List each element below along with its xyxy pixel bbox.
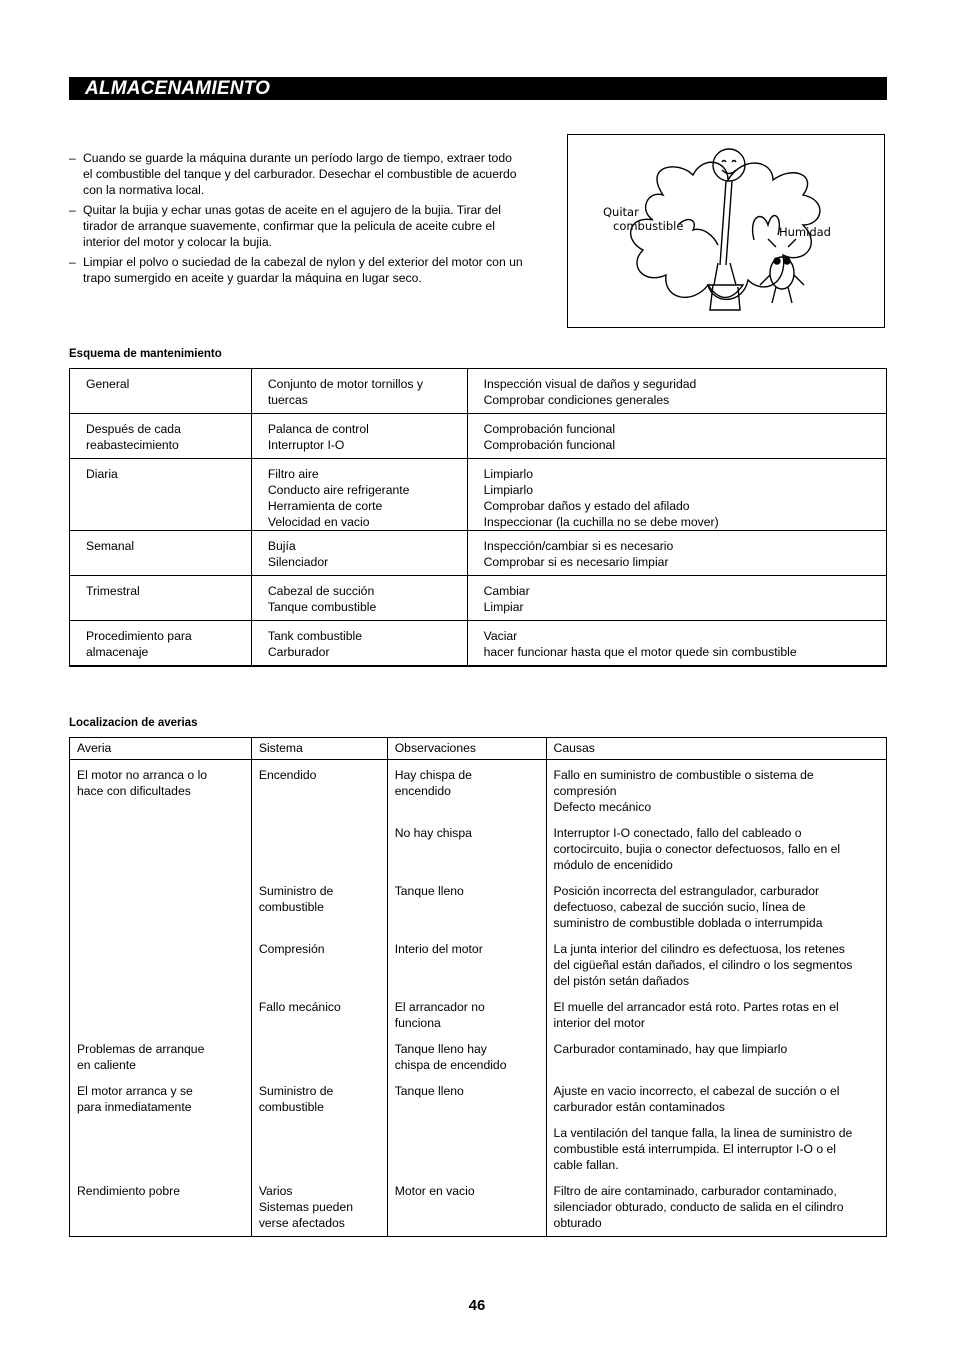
maintenance-interval [70, 414, 252, 459]
maintenance-interval [70, 576, 252, 621]
maintenance-action-line: Vaciar [483, 629, 518, 643]
fault-row [70, 878, 887, 936]
fault-cause-line: Defecto mecánico [553, 800, 652, 814]
maintenance-component-line: Tanque combustible [267, 600, 377, 614]
maintenance-component-line: Herramienta de corte [267, 499, 383, 513]
fault-symptom-line: Rendimiento pobre [77, 1184, 180, 1198]
fault-cause-line: silenciador obturado, conducto de salida en el cilindro [553, 1200, 844, 1214]
fault-symptom [70, 760, 252, 821]
fault-observation-line: No hay chispa [394, 826, 472, 840]
fault-system-line: Compresión [258, 942, 325, 956]
maintenance-component-line: Conducto aire refrigerante [267, 483, 410, 497]
fault-cause-line: Fallo en suministro de combustible o sistema de [553, 768, 814, 782]
fault-table-header-row [70, 738, 887, 760]
fault-observation-line: Motor en vacio [394, 1184, 475, 1198]
fault-cause-line: Carburador contaminado, hay que limpiarlo [553, 1042, 788, 1056]
fault-cause-line: La junta interior del cilindro es defectuosa, los retenes [553, 942, 845, 956]
fault-row [70, 1178, 887, 1237]
fault-symptom [70, 1078, 252, 1120]
fault-observation [387, 994, 546, 1036]
maintenance-action-line: Limpiarlo [483, 467, 534, 481]
maintenance-action [467, 576, 886, 621]
fault-system [251, 994, 387, 1036]
instruction-item: – Limpiar el polvo o suciedad de la cabezal de nylon y del exterior del motor con un trapo sumergido en aceite y guardar la máquina en lugar seco. [69, 255, 523, 285]
fault-system [251, 820, 387, 878]
fault-cause-line: Interruptor I-O conectado, fallo del cableado o [553, 826, 802, 840]
fault-cause-line: del cigüeñal están dañados, el cilindro o los segmentos [553, 958, 853, 972]
maintenance-component [251, 459, 467, 531]
fault-observation-line: encendido [394, 784, 451, 798]
fault-cause-line: La ventilación del tanque falla, la linea de suministro de [553, 1126, 853, 1140]
fault-row [70, 994, 887, 1036]
fault-observation [387, 878, 546, 936]
fault-cause [546, 820, 886, 878]
instruction-item: – Quitar la bujia y echar unas gotas de aceite en el agujero de la bujia. Tirar del tirador de arranque suavemente, confirmar que la pelicula de aceite cubre el interior del motor y colocar la bujia. [69, 203, 502, 249]
maintenance-component-line: Silenciador [267, 555, 329, 569]
fault-symptom-line: hace con dificultades [77, 784, 191, 798]
instruction-text: Cuando se guarde la máquina durante un período largo de tiempo, extraer todo el combustible del tanque y del carburador. Desechar el combustible de acuerdo con la normativa local. [83, 151, 517, 197]
maintenance-action-line: Comprobar si es necesario limpiar [483, 555, 669, 569]
maintenance-action [467, 369, 886, 414]
maintenance-interval [70, 621, 252, 666]
fault-system-line: Fallo mecánico [258, 1000, 341, 1014]
fault-cause [546, 760, 886, 821]
fault-system-line: combustible [258, 900, 324, 914]
maintenance-table-body [70, 369, 887, 666]
instruction-item: – Cuando se guarde la máquina durante un período largo de tiempo, extraer todo el combustible del tanque y del carburador. Desechar el combustible de acuerdo con la normativa local. [69, 151, 517, 197]
fault-symptom [70, 878, 252, 936]
fault-observation-line: Tanque lleno hay [394, 1042, 487, 1056]
fault-observation-line: Tanque lleno [394, 1084, 464, 1098]
storage-instructions [69, 150, 524, 290]
fault-cause [546, 878, 886, 936]
maintenance-component [251, 531, 467, 576]
fault-cause-line: compresión [553, 784, 617, 798]
fault-symptom [70, 1120, 252, 1178]
fault-cause-line: módulo de encenidido [553, 858, 673, 872]
maintenance-interval-line: almacenaje [86, 645, 149, 659]
fault-cause [546, 1036, 886, 1078]
page-number: 46 [468, 1297, 486, 1314]
fault-observation [387, 820, 546, 878]
fault-cause [546, 994, 886, 1036]
maintenance-action-line: hacer funcionar hasta que el motor quede sin combustible [483, 645, 797, 659]
header-causas: Causas [546, 738, 886, 760]
fault-symptom [70, 820, 252, 878]
header-averia: Averia [70, 738, 252, 760]
fault-system [251, 936, 387, 994]
fault-row [70, 936, 887, 994]
maintenance-interval-line: Procedimiento para [86, 629, 192, 643]
maintenance-action-line: Limpiarlo [483, 483, 534, 497]
fault-cause-line: cable fallan. [553, 1158, 619, 1172]
maintenance-component-line: Cabezal de succión [267, 584, 375, 598]
fault-system [251, 1178, 387, 1237]
maintenance-action-line: Inspección/cambiar si es necesario [483, 539, 674, 553]
maintenance-interval-line: Semanal [86, 539, 135, 553]
fault-symptom-line: para inmediatamente [77, 1100, 192, 1114]
section-title-bar [69, 77, 887, 100]
maintenance-component [251, 369, 467, 414]
maintenance-action [467, 459, 886, 531]
maintenance-table [69, 368, 887, 667]
maintenance-action-line: Limpiar [483, 600, 524, 614]
maintenance-interval-line: Después de cada [86, 422, 181, 436]
fault-cause-line: El muelle del arrancador está roto. Partes rotas en el [553, 1000, 839, 1014]
fault-cause-line: carburador están contaminados [553, 1100, 725, 1114]
maintenance-component-line: Palanca de control [267, 422, 369, 436]
maintenance-row [70, 369, 887, 414]
fault-system [251, 878, 387, 936]
humidity-label: Humidad [779, 225, 831, 239]
fault-cause-line: cortocircuito, bujia o conector defectuosos, fallo en el [553, 842, 841, 856]
fault-observation [387, 1120, 546, 1178]
fault-cause-line: del pistón setán dañados [553, 974, 690, 988]
maintenance-action-line: Comprobar condiciones generales [483, 393, 670, 407]
fault-cause-line: interior del motor [553, 1016, 645, 1030]
fault-finding-table [69, 737, 887, 1237]
fault-symptom [70, 994, 252, 1036]
fault-symptom [70, 936, 252, 994]
fault-observation-line: Tanque lleno [394, 884, 464, 898]
maintenance-row [70, 576, 887, 621]
remove-fuel-label-line1: Quitar [603, 205, 639, 219]
instruction-text: Quitar la bujia y echar unas gotas de aceite en el agujero de la bujia. Tirar del tirador de arranque suavemente, confirmar que la pelicula de aceite cubre el interior del motor y colocar la bujia. [83, 203, 502, 249]
fault-symptom-line: Problemas de arranque [77, 1042, 205, 1056]
maintenance-interval-line: General [86, 377, 130, 391]
fault-cause [546, 1120, 886, 1178]
maintenance-component [251, 621, 467, 666]
maintenance-component-line: Velocidad en vacio [267, 515, 370, 529]
fault-observation [387, 1036, 546, 1078]
maintenance-title: Esquema de mantenimiento [69, 348, 222, 360]
maintenance-row [70, 414, 887, 459]
fault-system-line: Encendido [258, 768, 317, 782]
fault-cause-line: Ajuste en vacio incorrecto, el cabezal de succión o el [553, 1084, 840, 1098]
fault-system [251, 1078, 387, 1120]
maintenance-component [251, 414, 467, 459]
fault-cause [546, 936, 886, 994]
fault-symptom [70, 1178, 252, 1237]
fault-row [70, 1078, 887, 1120]
maintenance-action-line: Comprobación funcional [483, 438, 616, 452]
fault-symptom-line: El motor no arranca o lo [77, 768, 208, 782]
fault-system-line: Varios [258, 1184, 293, 1198]
maintenance-component-line: tuercas [267, 393, 308, 407]
fault-system-line: combustible [258, 1100, 324, 1114]
maintenance-action [467, 531, 886, 576]
fault-row [70, 1120, 887, 1178]
maintenance-component [251, 576, 467, 621]
fault-system-line: Suministro de [258, 1084, 334, 1098]
fault-system [251, 1120, 387, 1178]
maintenance-component-line: Carburador [267, 645, 330, 659]
fault-row [70, 820, 887, 878]
maintenance-interval [70, 369, 252, 414]
fault-observation [387, 1078, 546, 1120]
instruction-text: Limpiar el polvo o suciedad de la cabezal de nylon y del exterior del motor con un trapo sumergido en aceite y guardar la máquina en lugar seco. [83, 255, 523, 285]
fault-system-line: Sistemas pueden [258, 1200, 353, 1214]
fault-cause-line: obturado [553, 1216, 602, 1230]
fault-cause [546, 1078, 886, 1120]
fault-observation [387, 760, 546, 821]
fault-system [251, 1036, 387, 1078]
fault-symptom [70, 1036, 252, 1078]
fault-symptom-line: en caliente [77, 1058, 136, 1072]
fault-cause-line: Posición incorrecta del estrangulador, carburador [553, 884, 820, 898]
fault-cause [546, 1178, 886, 1237]
storage-illustration [567, 134, 885, 328]
fault-symptom-line: El motor arranca y se [77, 1084, 193, 1098]
remove-fuel-label-line2: combustible [613, 219, 684, 233]
maintenance-interval [70, 459, 252, 531]
maintenance-interval-line: Trimestral [86, 584, 140, 598]
maintenance-action [467, 414, 886, 459]
fault-observation-line: chispa de encendido [394, 1058, 507, 1072]
fault-cause-line: defectuoso, cabezal de succión sucio, línea de [553, 900, 806, 914]
maintenance-action-line: Comprobación funcional [483, 422, 616, 436]
maintenance-action-line: Cambiar [483, 584, 530, 598]
maintenance-row [70, 531, 887, 576]
fault-table-body [70, 760, 887, 1237]
maintenance-action-line: Inspección visual de daños y seguridad [483, 377, 697, 391]
fault-system-line: Suministro de [258, 884, 334, 898]
fault-system [251, 760, 387, 821]
fault-observation-line: Hay chispa de [394, 768, 472, 782]
fault-cause-line: combustible está interrumpida. El interruptor I-O o el [553, 1142, 837, 1156]
maintenance-row [70, 621, 887, 666]
maintenance-action-line: Inspeccionar (la cuchilla no se debe mover) [483, 515, 719, 529]
maintenance-action-line: Comprobar daños y estado del afilado [483, 499, 690, 513]
fault-observation-line: Interio del motor [394, 942, 483, 956]
fault-observation [387, 1178, 546, 1237]
section-title: ALMACENAMIENTO [85, 78, 271, 99]
maintenance-component-line: Conjunto de motor tornillos y [267, 377, 423, 391]
fault-cause-line: Filtro de aire contaminado, carburador contaminado, [553, 1184, 837, 1198]
fault-observation [387, 936, 546, 994]
header-observaciones: Observaciones [387, 738, 546, 760]
fault-finding-title: Localizacion de averias [69, 717, 198, 729]
fault-row [70, 760, 887, 821]
maintenance-component-line: Interruptor I-O [267, 438, 345, 452]
maintenance-interval [70, 531, 252, 576]
fault-cause-line: suministro de combustible doblada o interrumpida [553, 916, 823, 930]
fault-system-line: verse afectados [258, 1216, 345, 1230]
maintenance-component-line: Filtro aire [267, 467, 319, 481]
fault-observation-line: El arrancador no [394, 1000, 485, 1014]
maintenance-row [70, 459, 887, 531]
maintenance-interval-line: Diaria [86, 467, 118, 481]
maintenance-component-line: Tank combustible [267, 629, 363, 643]
header-sistema: Sistema [251, 738, 387, 760]
maintenance-component-line: Bujía [267, 539, 296, 553]
maintenance-interval-line: reabastecimiento [86, 438, 179, 452]
maintenance-action [467, 621, 886, 666]
fault-row [70, 1036, 887, 1078]
fault-observation-line: funciona [394, 1016, 441, 1030]
